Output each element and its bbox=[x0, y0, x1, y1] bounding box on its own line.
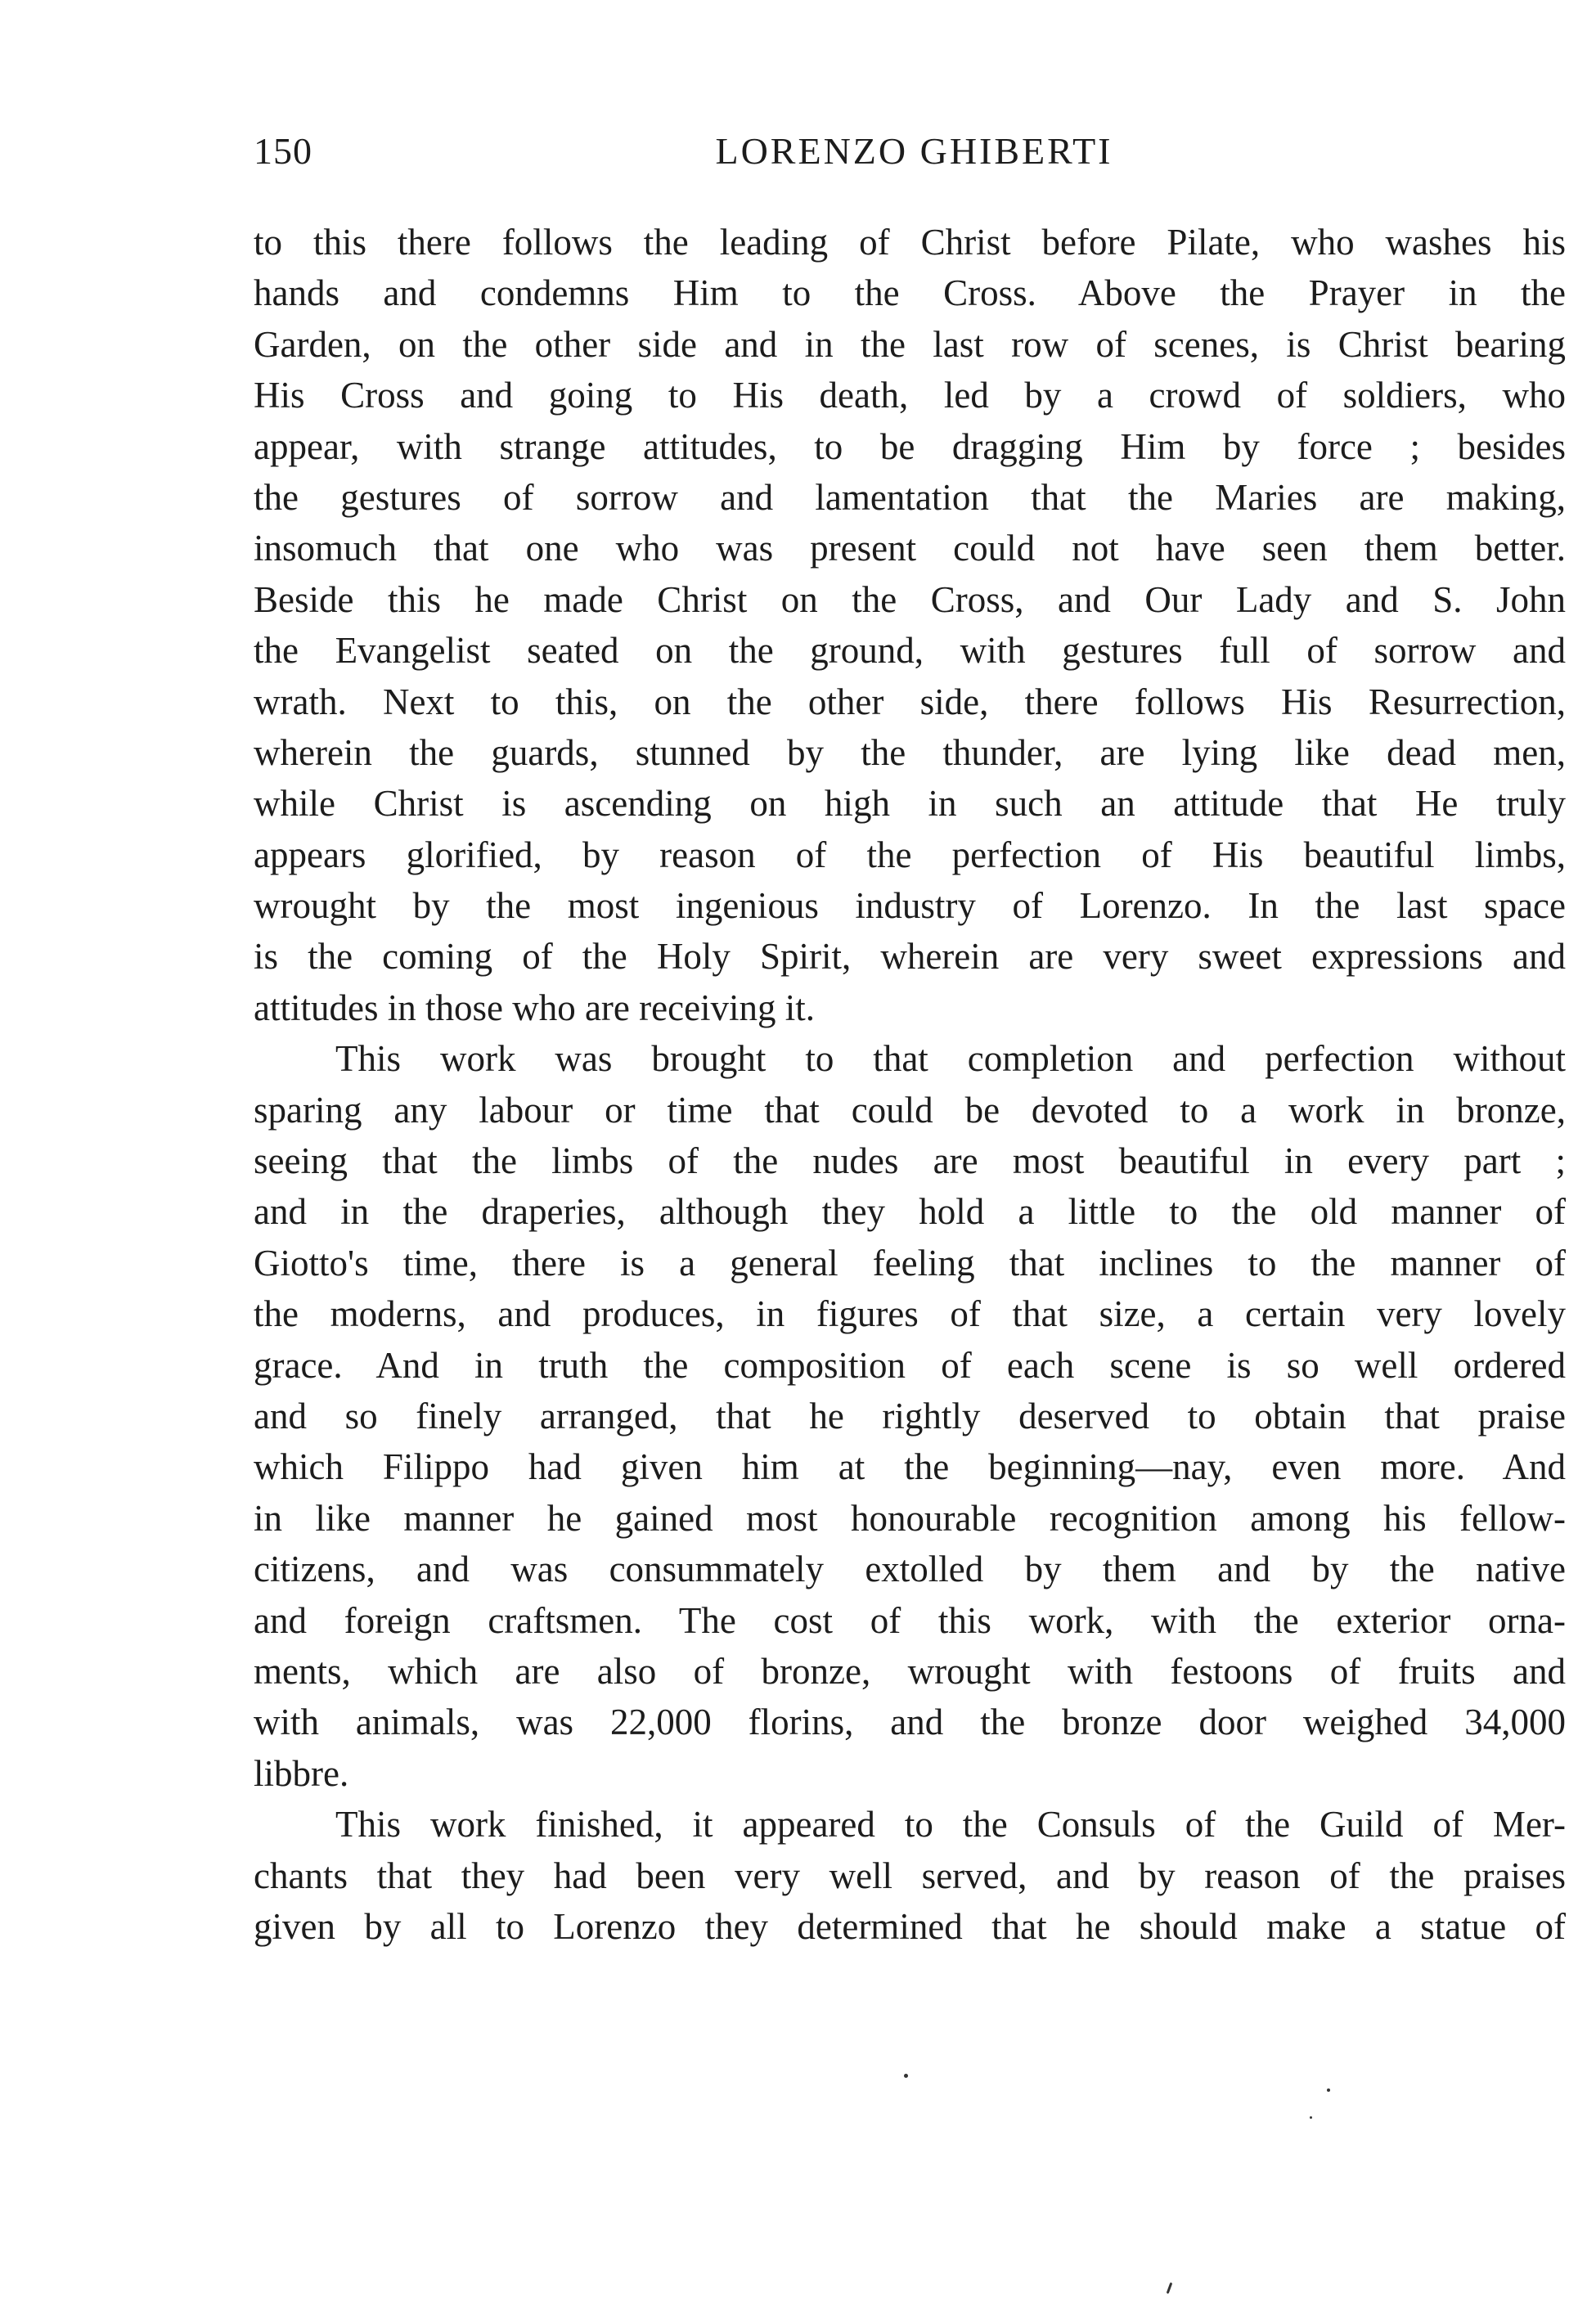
text-line: the moderns, and produces, in figures of that size, a certain very lovely bbox=[254, 1293, 1566, 1335]
text-line: ments, which are also of bronze, wrought with festoons of fruits and bbox=[254, 1650, 1566, 1692]
scan-speck bbox=[904, 2074, 908, 2078]
text-line: wrath. Next to this, on the other side, there follows His Resurrection, bbox=[254, 681, 1566, 722]
text-line: His Cross and going to His death, led by a crowd of soldiers, who bbox=[254, 375, 1566, 416]
text-line: insomuch that one who was present could not have seen them better. bbox=[254, 528, 1566, 569]
text-line: attitudes in those who are receiving it. bbox=[254, 987, 816, 1028]
text-line: wrought by the most ingenious industry of Lorenzo. In the last space bbox=[254, 885, 1566, 927]
text-line: and in the draperies, although they hold a little to the old manner of bbox=[254, 1191, 1566, 1233]
text-line: appear, with strange attitudes, to be dragging Him by force ; besides bbox=[254, 425, 1566, 467]
scan-speck bbox=[1310, 2116, 1312, 2119]
text-line: grace. And in truth the composition of each scene is so well ordered bbox=[254, 1344, 1566, 1386]
text-line: citizens, and was consummately extolled by them and by the native bbox=[254, 1549, 1566, 1590]
text-line: in like manner he gained most honourable recognition among his fellow- bbox=[254, 1497, 1566, 1539]
text-line: and foreign craftsmen. The cost of this work, with the exterior orna- bbox=[254, 1599, 1566, 1641]
text-line: the Evangelist seated on the ground, with gestures full of sorrow and bbox=[254, 630, 1566, 672]
text-line: with animals, was 22,000 florins, and the bronze door weighed 34,000 bbox=[254, 1702, 1566, 1743]
scan-speck bbox=[1167, 2282, 1173, 2294]
page-number: 150 bbox=[254, 130, 312, 172]
text-line: chants that they had been very well served, and by reason of the praises bbox=[254, 1855, 1566, 1896]
text-line: This work was brought to that completion and perfection without bbox=[335, 1038, 1566, 1080]
text-line: to this there follows the leading of Christ before Pilate, who washes his bbox=[254, 222, 1566, 263]
text-line: libbre. bbox=[254, 1752, 349, 1794]
text-line: sparing any labour or time that could be devoted to a work in bronze, bbox=[254, 1089, 1566, 1131]
text-line: Beside this he made Christ on the Cross, and Our Lady and S. John bbox=[254, 578, 1566, 620]
body-text bbox=[254, 217, 1566, 1952]
text-line: is the coming of the Holy Spirit, wherein are very sweet expressions and bbox=[254, 936, 1566, 978]
text-line: the gestures of sorrow and lamentation that the Maries are making, bbox=[254, 476, 1566, 518]
text-line: wherein the guards, stunned by the thunder, are lying like dead men, bbox=[254, 731, 1566, 773]
text-line: appears glorified, by reason of the perfection of His beautiful limbs, bbox=[254, 834, 1566, 875]
text-line: Giotto's time, there is a general feeling that inclines to the manner of bbox=[254, 1242, 1566, 1284]
text-line: while Christ is ascending on high in such an attitude that He truly bbox=[254, 783, 1566, 825]
scan-speck bbox=[1327, 2088, 1330, 2092]
text-line: which Filippo had given him at the beginning—nay, even more. And bbox=[254, 1446, 1566, 1488]
text-line: given by all to Lorenzo they determined that he should make a statue of bbox=[254, 1905, 1566, 1947]
text-line: Garden, on the other side and in the last row of scenes, is Christ bearing bbox=[254, 323, 1566, 365]
running-head bbox=[254, 129, 1575, 187]
running-title: LORENZO GHIBERTI bbox=[715, 130, 1113, 172]
text-line: seeing that the limbs of the nudes are most beautiful in every part ; bbox=[254, 1140, 1566, 1182]
text-line: hands and condemns Him to the Cross. Above the Prayer in the bbox=[254, 272, 1566, 314]
text-line: and so finely arranged, that he rightly deserved to obtain that praise bbox=[254, 1395, 1566, 1437]
text-line: This work finished, it appeared to the Consuls of the Guild of Mer- bbox=[335, 1804, 1566, 1846]
